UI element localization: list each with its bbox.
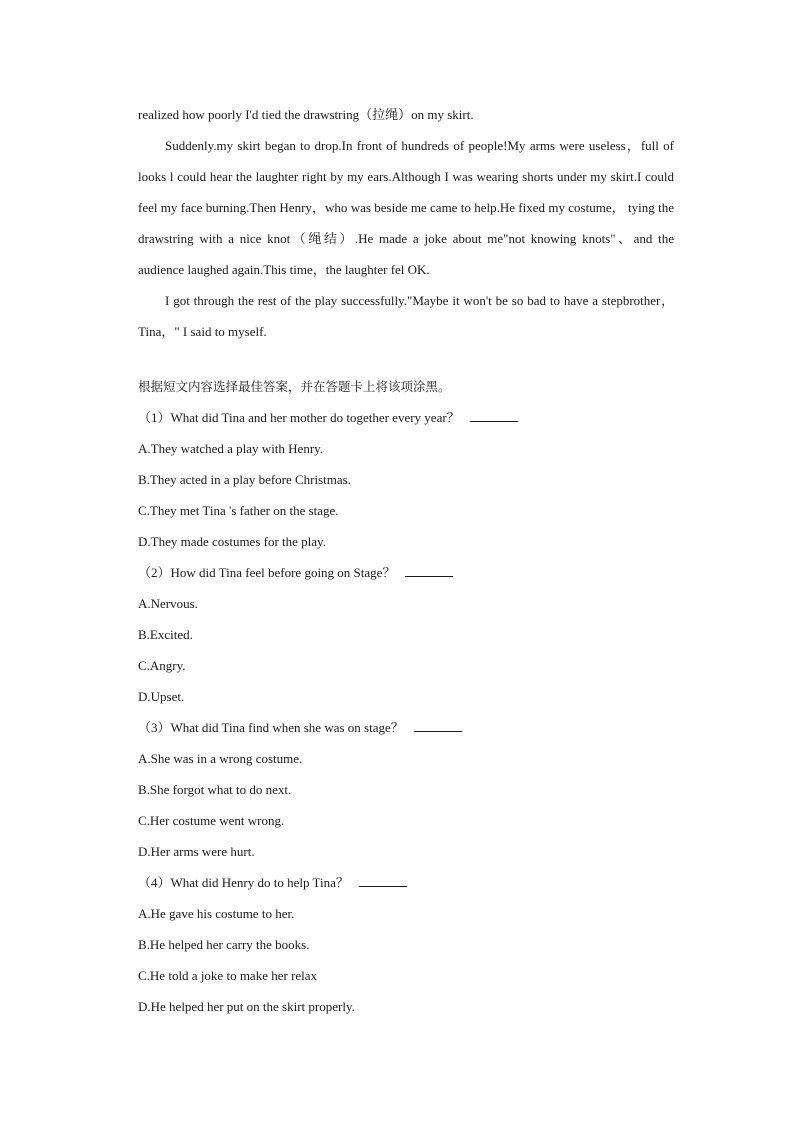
option-b: B.They acted in a play before Christmas. [138, 472, 351, 487]
option-a: A.She was in a wrong costume. [138, 751, 303, 766]
question-stem [138, 557, 674, 588]
option-d: D.He helped her put on the skirt properly. [138, 999, 355, 1014]
option-c: C.Angry. [138, 658, 186, 673]
option-b: B.He helped her carry the books. [138, 937, 310, 952]
option-a: A.They watched a play with Henry. [138, 441, 324, 456]
option-c: C.Her costume went wrong. [138, 813, 285, 828]
passage-paragraph-1: realized how poorly I'd tied the drawstring（拉绳）on my skirt. [138, 107, 474, 122]
question-instruction: 根据短文内容选择最佳答案，并在答题卡上将该项涂黑。 [138, 379, 451, 394]
question-stem [138, 402, 674, 433]
option-b: B.Excited. [138, 627, 193, 642]
option-a: A.He gave his costume to her. [138, 906, 295, 921]
option-c: C.He told a joke to make her relax [138, 968, 318, 983]
question-4 [138, 867, 674, 1022]
reading-passage [138, 99, 674, 347]
answer-blank [470, 409, 518, 422]
passage-paragraph-3: I got through the rest of the play successfully."Maybe it won't be so bad to have a stepbrother，Tina，" I said to myself. [138, 293, 674, 339]
option-d: D.They made costumes for the play. [138, 534, 326, 549]
question-1 [138, 402, 674, 557]
question-2 [138, 557, 674, 712]
question-stem-text: （2）How did Tina feel before going on Stage？ [138, 565, 396, 580]
question-stem-text: （1）What did Tina and her mother do together every year？ [138, 410, 460, 425]
answer-blank [414, 719, 462, 732]
question-3 [138, 712, 674, 867]
question-stem-text: （3）What did Tina find when she was on stage？ [138, 720, 404, 735]
passage-paragraph-2: Suddenly.my skirt began to drop.In front of hundreds of people!My arms were useless，full of looks l could hear the laughter right by my ears.Although I was wearing shorts under my skirt.I could feel my face burning.Then Henry，who was beside me came to help.He fixed my costume， tying the drawstring with a nice knot（绳结）.He made a joke about me"not knowing knots"、and the audience laughed again.This time，the laughter fel OK. [138, 138, 674, 277]
option-c: C.They met Tina 's father on the stage. [138, 503, 339, 518]
option-d: D.Upset. [138, 689, 185, 704]
option-d: D.Her arms were hurt. [138, 844, 255, 859]
question-stem [138, 712, 674, 743]
document-page [138, 99, 674, 1022]
option-a: A.Nervous. [138, 596, 198, 611]
question-stem [138, 867, 674, 898]
answer-blank [359, 874, 407, 887]
option-b: B.She forgot what to do next. [138, 782, 292, 797]
question-list [138, 402, 674, 1022]
question-stem-text: （4）What did Henry do to help Tina？ [138, 875, 349, 890]
answer-blank [405, 564, 453, 577]
